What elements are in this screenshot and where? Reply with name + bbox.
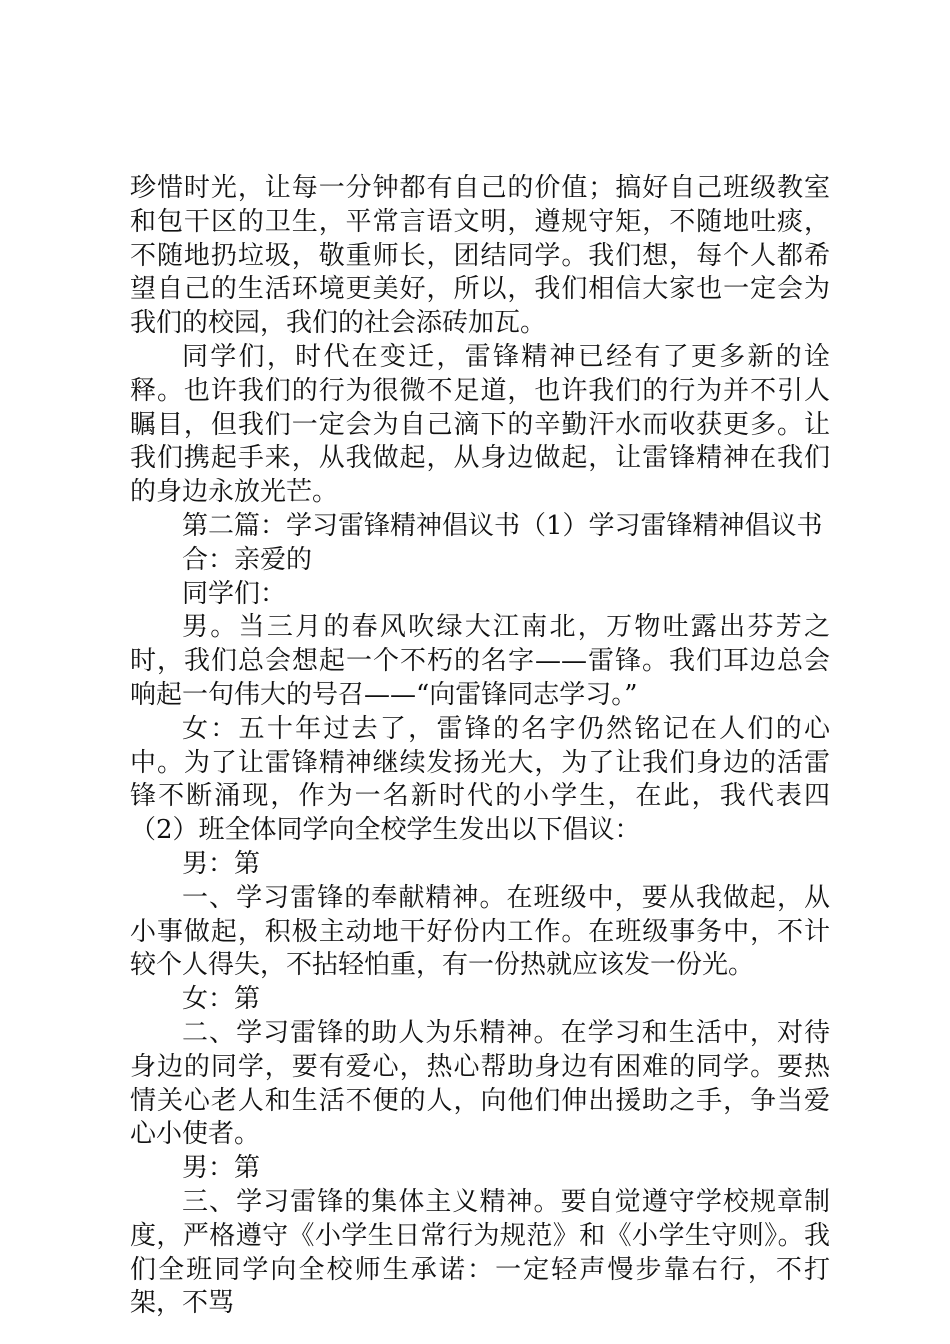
paragraph: 合：亲爱的 [182,544,313,575]
paragraph: 女：第 [182,984,261,1015]
section-heading: 第二篇：学习雷锋精神倡议书（1）学习雷锋精神倡议书 [182,510,823,541]
paragraph: 同学们，时代在变迁，雷锋精神已经有了更多新的诠释。也许我们的行为很微不足道，也许我们的行为并不引人瞩目，但我们一定会为自己滴下的辛勤汗水而收获更多。让我们携起手来，从我做起，从身边做起，让雷锋精神在我们的身边永放光芒。 [130,341,830,508]
paragraph: 男：第 [182,848,261,879]
paragraph: 男。当三月的春风吹绿大江南北，万物吐露出芬芳之时，我们总会想起一个不朽的名字——雷锋。我们耳边总会响起一句伟大的号召——“向雷锋同志学习。” [130,612,830,710]
paragraph: 珍惜时光，让每一分钟都有自己的价值；搞好自己班级教室和包干区的卫生，平常言语文明，遵规守矩，不随地吐痰，不随地扔垃圾，敬重师长，团结同学。我们想，每个人都希望自己的生活环境更美好，所以，我们相信大家也一定会为我们的校园，我们的社会添砖加瓦。 [130,173,830,339]
paragraph: 男：第 [182,1153,261,1184]
paragraph: 女：五十年过去了，雷锋的名字仍然铭记在人们的心中。为了让雷锋精神继续发扬光大，为了让我们身边的活雷锋不断涌现，作为一名新时代的小学生，在此，我代表四（2）班全体同学向全校学生发出以下倡议： [130,713,830,846]
paragraph: 二、学习雷锋的助人为乐精神。在学习和生活中，对待身边的同学，要有爱心，热心帮助身边有困难的同学。要热情关心老人和生活不便的人，向他们伸出援助之手，争当爱心小使者。 [130,1017,830,1150]
paragraph: 三、学习雷锋的集体主义精神。要自觉遵守学校规章制度，严格遵守《小学生日常行为规范》和《小学生守则》。我们全班同学向全校师生承诺：一定轻声慢步靠右行，不打架，不骂 [130,1186,830,1319]
paragraph: 一、学习雷锋的奉献精神。在班级中，要从我做起，从小事做起，积极主动地干好份内工作。在班级事务中，不计较个人得失，不拈轻怕重，有一份热就应该发一份光。 [130,882,830,981]
document-body [130,172,830,1321]
paragraph: 同学们： [182,578,287,609]
